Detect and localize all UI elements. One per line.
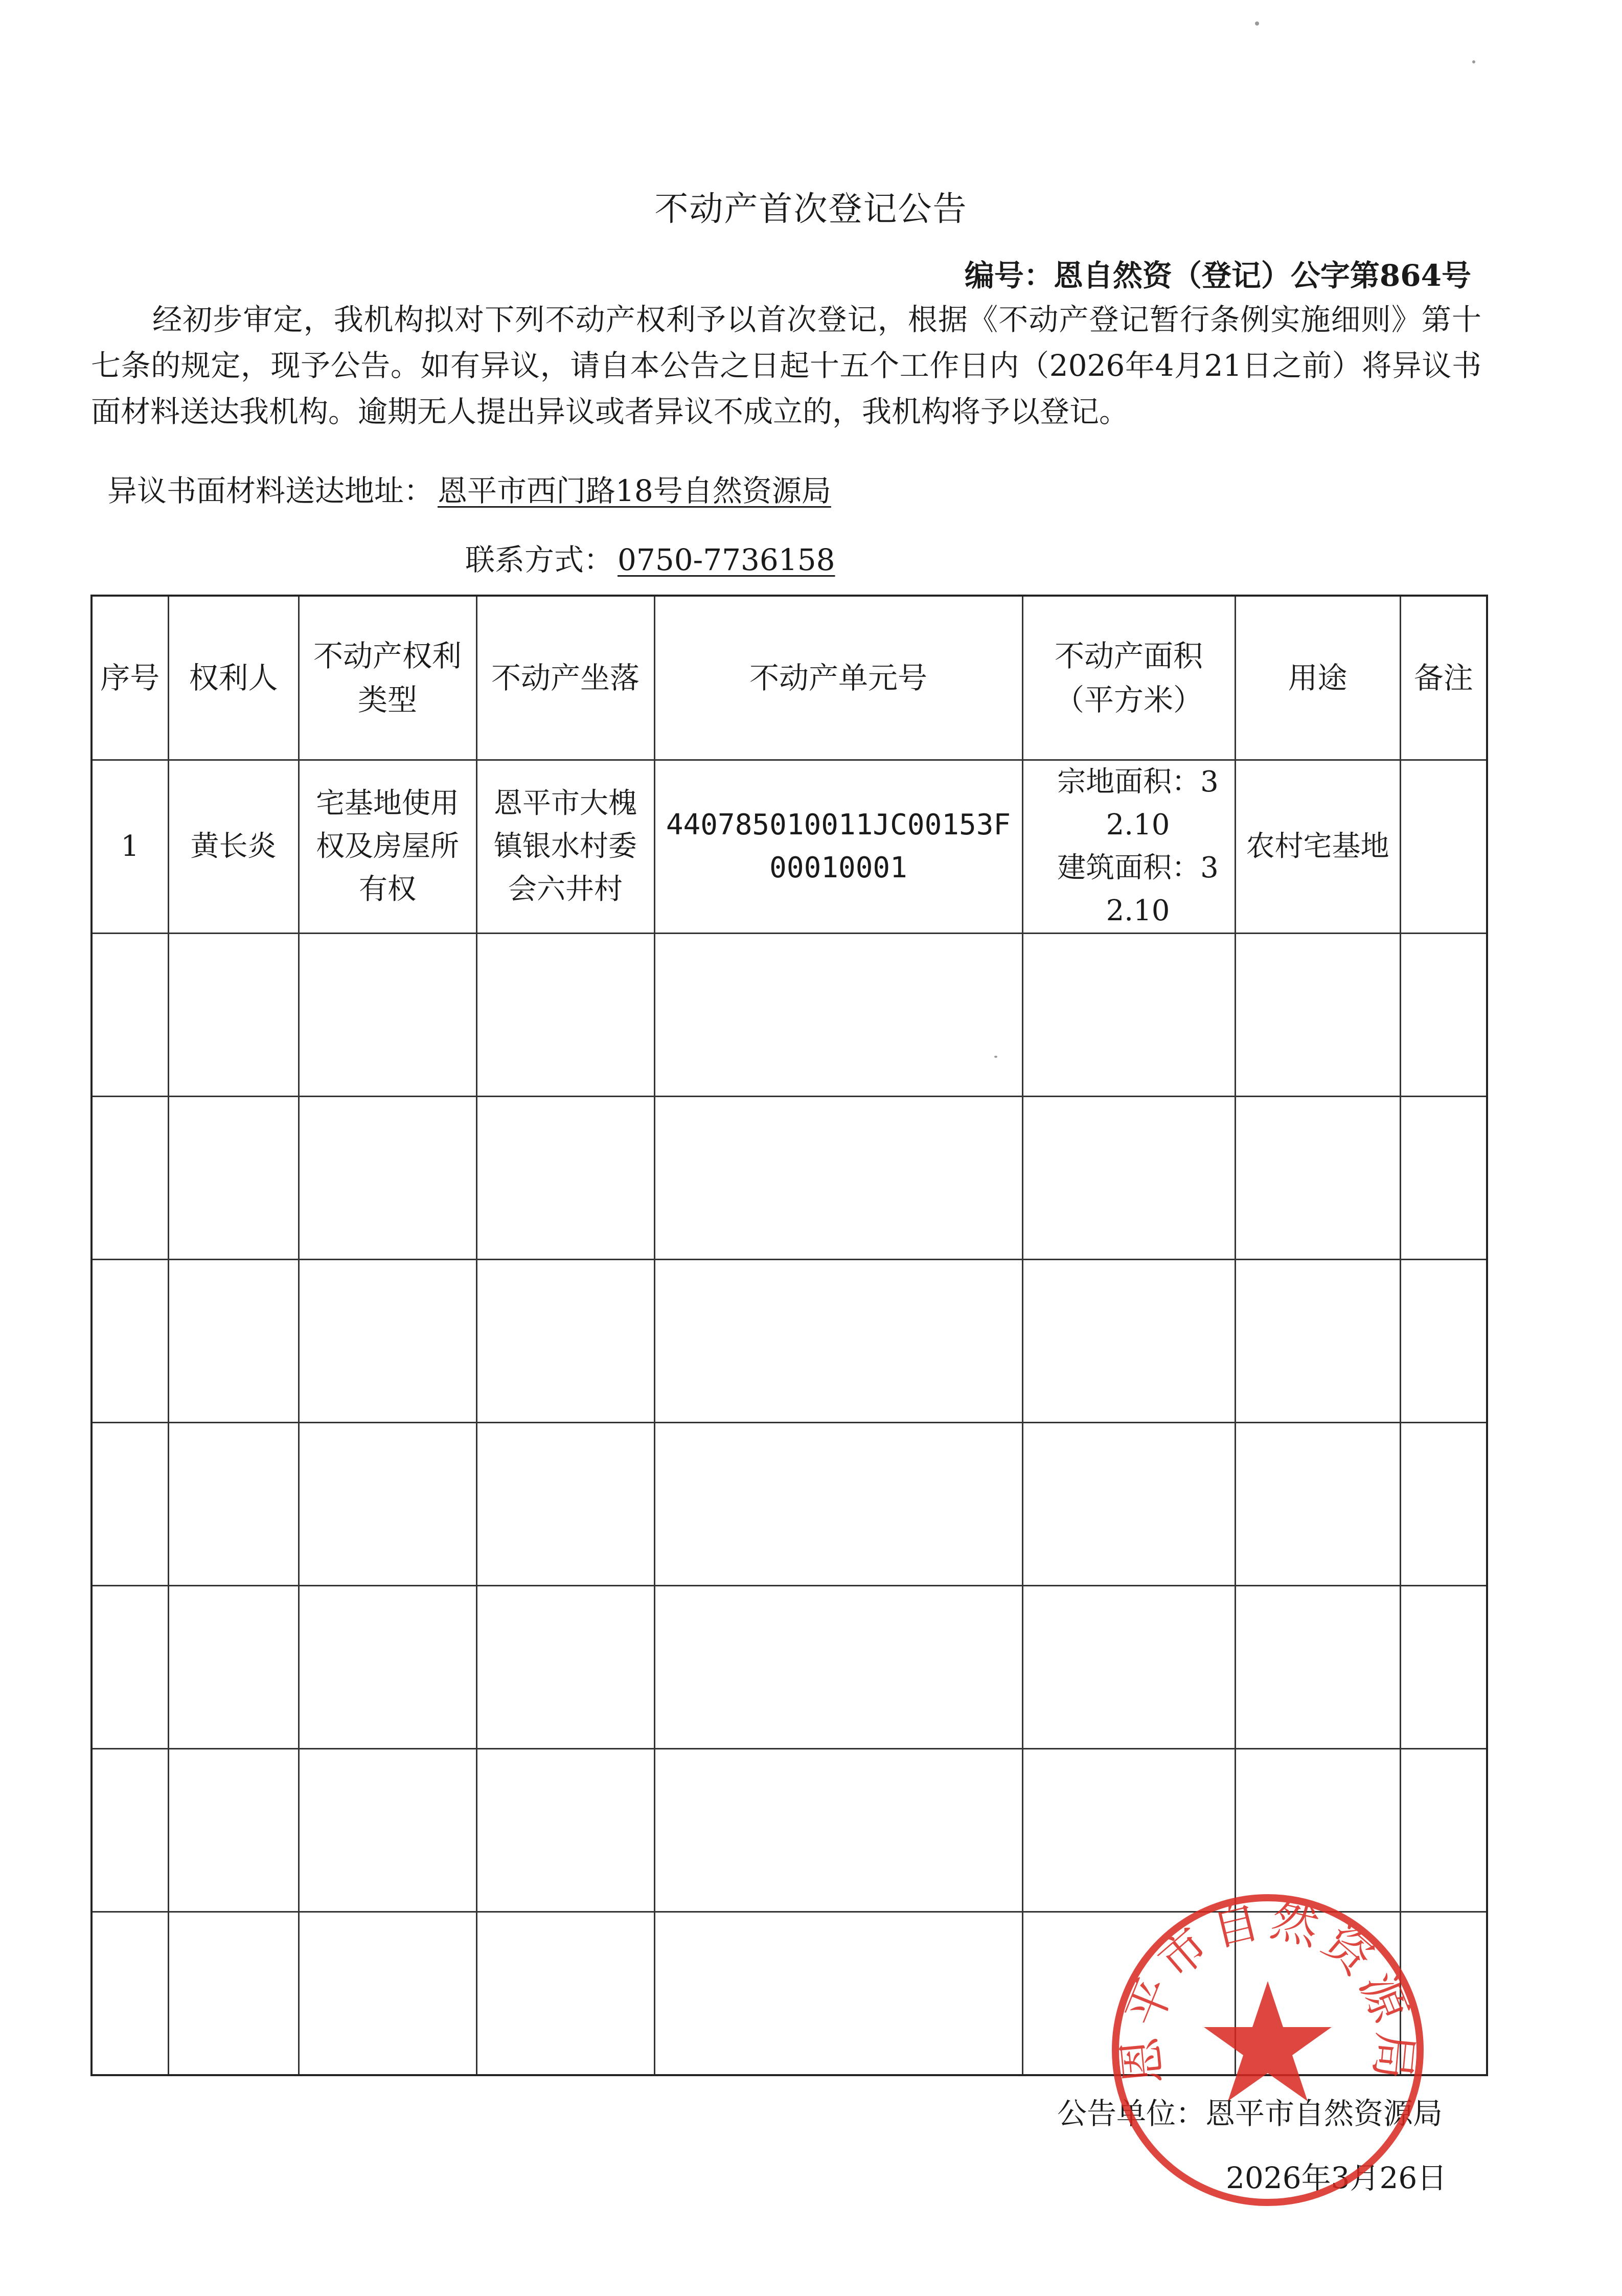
scan-speck	[1472, 60, 1475, 63]
objection-address-row	[107, 467, 835, 510]
seal-star-icon	[1204, 1981, 1332, 2101]
empty-row	[92, 1423, 1487, 1586]
header-usage: 用途	[1235, 596, 1400, 760]
cell-area	[1022, 760, 1235, 934]
header-remark: 备注	[1400, 596, 1487, 760]
empty-row	[92, 1586, 1487, 1749]
scan-speck	[1255, 21, 1259, 26]
empty-row	[92, 934, 1487, 1097]
cell-location: 恩平市大槐镇银水村委会六井村	[476, 760, 654, 934]
publish-date: 2026年3月26日	[1226, 2161, 1447, 2195]
announcement-body: 经初步审定，我机构拟对下列不动产权利予以首次登记，根据《不动产登记暂行条例实施细则》第十七条的规定，现予公告。如有异议，请自本公告之日起十五个工作日内（2026年4月21日之前）将异议书面材料送达我机构。逾期无人提出异议或者异议不成立的，我机构将予以登记。	[91, 302, 1481, 429]
scan-speck	[994, 1056, 997, 1058]
header-right-type: 不动产权利类型	[299, 596, 476, 760]
header-seq: 序号	[92, 596, 168, 760]
table-header-row	[92, 596, 1487, 760]
objection-address-value: 恩平市西门路18号自然资源局	[438, 473, 831, 508]
contact-row	[465, 536, 839, 579]
document-number: 编号：恩自然资（登记）公字第864号	[964, 258, 1471, 293]
header-location: 不动产坐落	[476, 596, 654, 760]
header-area: 不动产面积（平方米）	[1022, 596, 1235, 760]
official-seal-stamp	[1104, 1886, 1431, 2214]
header-holder: 权利人	[168, 596, 299, 760]
document-title: 不动产首次登记公告	[654, 189, 968, 229]
contact-label: 联系方式：	[465, 542, 614, 577]
cell-usage: 农村宅基地	[1235, 760, 1400, 934]
empty-row	[92, 1097, 1487, 1260]
cell-right-type: 宅基地使用权及房屋所有权	[299, 760, 476, 934]
seal-text: 恩平市自然资源局	[1112, 1892, 1423, 2087]
cell-holder: 黄长炎	[168, 760, 299, 934]
contact-phone: 0750-7736158	[618, 542, 835, 577]
cell-remark	[1400, 760, 1487, 934]
land-area: 宗地面积：32.10	[1057, 765, 1219, 842]
header-unit-no: 不动产单元号	[654, 596, 1022, 760]
registration-table	[90, 595, 1488, 2076]
cell-seq: 1	[92, 760, 168, 934]
cell-unit-no: 440785010011JC00153F00010001	[654, 760, 1022, 934]
empty-row	[92, 1260, 1487, 1423]
publishing-unit: 公告单位：恩平市自然资源局	[1057, 2096, 1443, 2131]
table-row	[92, 760, 1487, 934]
building-area: 建筑面积：32.10	[1057, 851, 1219, 927]
objection-address-label: 异议书面材料送达地址：	[107, 473, 434, 508]
